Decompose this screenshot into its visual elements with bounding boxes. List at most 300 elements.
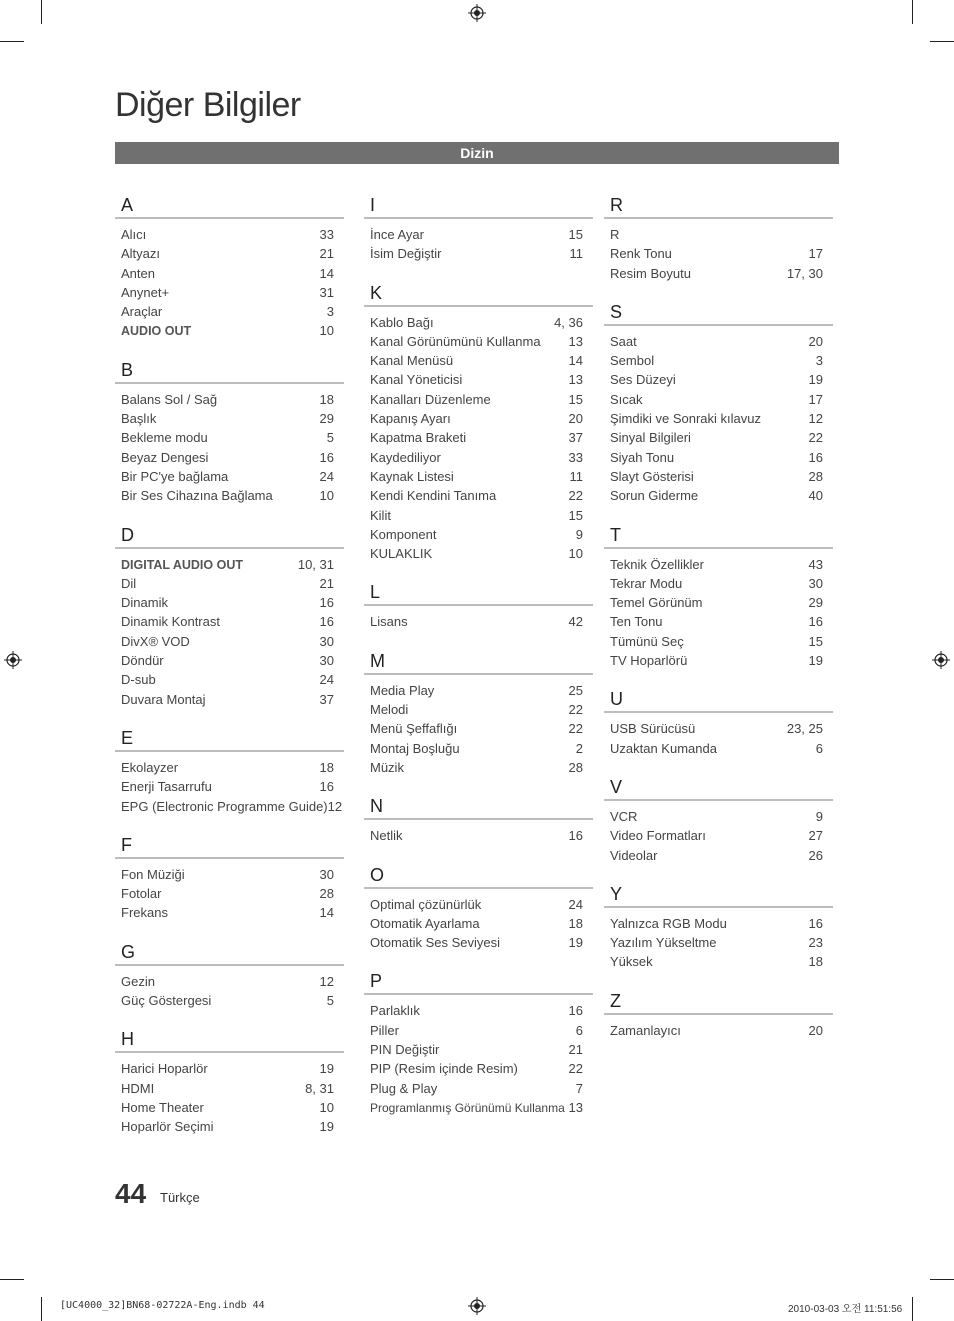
index-entry xyxy=(115,1079,344,1098)
index-entry-term: Yazılım Yükseltme xyxy=(610,935,717,951)
index-entry-page: 14 xyxy=(319,905,334,921)
index-entry-term: Fotolar xyxy=(121,886,162,902)
index-entry-page: 19 xyxy=(808,372,823,388)
index-entry xyxy=(115,884,344,903)
index-entry xyxy=(604,370,833,389)
index-entry-term: Saat xyxy=(610,333,637,349)
index-section xyxy=(364,796,593,845)
index-section xyxy=(604,689,833,758)
index-entry xyxy=(115,486,344,505)
index-entry xyxy=(115,244,344,263)
index-entry-page: 6 xyxy=(815,740,823,756)
index-entry xyxy=(364,612,593,631)
index-entry-page: 15 xyxy=(808,633,823,649)
crop-mark-bottom-right-v xyxy=(912,1297,913,1321)
index-entry-term: D-sub xyxy=(121,672,156,688)
index-entry xyxy=(604,612,833,631)
index-entry-page: 22 xyxy=(568,1061,583,1077)
index-entry xyxy=(604,574,833,593)
registration-mark-icon xyxy=(468,4,486,22)
index-entry xyxy=(115,574,344,593)
index-entry-page: 33 xyxy=(319,227,334,242)
index-section xyxy=(364,582,593,631)
index-entry-page: 23 xyxy=(808,935,823,951)
index-entry xyxy=(364,1079,593,1098)
index-entry xyxy=(604,448,833,467)
index-entry-page: 23, 25 xyxy=(786,721,823,737)
index-entry xyxy=(604,244,833,263)
index-entry xyxy=(364,448,593,467)
crop-mark-top-left-v xyxy=(41,0,42,24)
index-section xyxy=(604,991,833,1040)
index-entry xyxy=(604,351,833,370)
index-entry-term: Lisans xyxy=(370,614,408,630)
index-entry-term: KULAKLIK xyxy=(370,546,433,562)
index-entry xyxy=(115,390,344,409)
index-entry-page: 16 xyxy=(319,779,334,795)
crop-mark-bottom-right-h xyxy=(930,1279,954,1280)
index-entry xyxy=(115,670,344,689)
index-entry xyxy=(364,700,593,719)
index-entry xyxy=(115,1059,344,1078)
index-entry-page: 24 xyxy=(319,468,334,484)
index-entry-term: HDMI xyxy=(121,1080,155,1096)
index-entry xyxy=(115,777,344,796)
index-entry xyxy=(604,264,833,283)
index-entry-term: Bekleme modu xyxy=(121,430,208,446)
index-entry-term: Hoparlör Seçimi xyxy=(121,1119,214,1135)
index-entry-page: 29 xyxy=(319,411,334,427)
index-entry-page: 4, 36 xyxy=(554,314,583,330)
index-section xyxy=(364,283,593,564)
index-entry xyxy=(364,681,593,700)
index-entry xyxy=(604,390,833,409)
index-entry xyxy=(604,593,833,612)
index-entry-page: 9 xyxy=(815,808,823,824)
index-entry-term: Video Formatları xyxy=(610,828,706,844)
index-entry-term: Kanal Yöneticisi xyxy=(370,372,463,388)
index-entry-term: PIN Değiştir xyxy=(370,1042,440,1058)
index-section xyxy=(364,651,593,777)
index-entry-page: 15 xyxy=(568,391,583,407)
index-entry xyxy=(364,313,593,332)
index-entry-page: 12 xyxy=(808,411,823,427)
index-entry-term: Netlik xyxy=(370,828,403,844)
index-entry xyxy=(364,544,593,563)
index-entry-term: Melodi xyxy=(370,702,409,718)
index-letter-heading: P xyxy=(364,971,593,995)
index-entry xyxy=(604,225,833,244)
index-entry-term: Müzik xyxy=(370,759,404,775)
index-entry-page: 25 xyxy=(568,682,583,698)
index-entry-page: 22 xyxy=(568,702,583,718)
index-letter-heading: K xyxy=(364,283,593,307)
index-entry-page: 30 xyxy=(808,575,823,591)
index-entry xyxy=(364,1040,593,1059)
index-entry xyxy=(604,651,833,670)
index-entry-term: Optimal çözünürlük xyxy=(370,896,482,912)
index-entry xyxy=(115,264,344,283)
index-entry xyxy=(364,390,593,409)
index-entry-page: 43 xyxy=(808,556,823,572)
index-entry-term: Alıcı xyxy=(121,227,147,242)
index-entry-term: Tekrar Modu xyxy=(610,575,683,591)
index-entry-term: Enerji Tasarrufu xyxy=(121,779,212,795)
index-entry xyxy=(115,1117,344,1136)
index-entry xyxy=(364,506,593,525)
crop-mark-bottom-left-v xyxy=(41,1297,42,1321)
index-entry-page: 24 xyxy=(568,896,583,912)
registration-mark-icon xyxy=(932,651,950,669)
index-entry-page: 19 xyxy=(808,653,823,669)
index-entry-term: VCR xyxy=(610,808,638,824)
index-entry-page: 30 xyxy=(319,633,334,649)
index-entry-page: 28 xyxy=(319,886,334,902)
index-entry-term: PIP (Resim içinde Resim) xyxy=(370,1061,518,1077)
index-letter-heading: O xyxy=(364,865,593,889)
index-section xyxy=(115,195,344,341)
index-entry-term: Kablo Bağı xyxy=(370,314,434,330)
index-entry xyxy=(604,632,833,651)
index-entry-term: Kanal Menüsü xyxy=(370,353,454,369)
index-column-3 xyxy=(604,195,833,1059)
index-column-1 xyxy=(115,195,344,1156)
index-entry-term: Dinamik Kontrast xyxy=(121,614,220,630)
index-section xyxy=(115,360,344,506)
index-entry-page: 12 xyxy=(319,973,334,989)
index-entry xyxy=(115,225,344,244)
index-entry-term: Bir Ses Cihazına Bağlama xyxy=(121,488,273,504)
crop-mark-top-right-h xyxy=(930,41,954,42)
index-entry-term: Kapanış Ayarı xyxy=(370,411,451,427)
crop-mark-top-right-v xyxy=(912,0,913,24)
index-entry xyxy=(604,933,833,952)
index-entry-page: 18 xyxy=(319,759,334,775)
index-entry xyxy=(115,321,344,340)
index-entry-page: 17, 30 xyxy=(786,265,823,281)
index-entry-term: Resim Boyutu xyxy=(610,265,691,281)
index-entry-term: Anten xyxy=(121,265,155,281)
index-entry-page: 13 xyxy=(568,372,583,388)
index-entry-term: Gezin xyxy=(121,973,155,989)
index-entry-term: Renk Tonu xyxy=(610,246,672,262)
index-entry-page: 5 xyxy=(326,430,334,446)
index-entry-page: 5 xyxy=(326,993,334,1009)
index-entry xyxy=(604,555,833,574)
index-letter-heading: I xyxy=(364,195,593,219)
index-entry-page: 18 xyxy=(319,391,334,407)
crop-mark-top-left-h xyxy=(0,41,24,42)
index-entry-term: DivX® VOD xyxy=(121,633,190,649)
page-title: Diğer Bilgiler xyxy=(115,86,301,124)
index-entry-term: TV Hoparlörü xyxy=(610,653,688,669)
index-entry-term: Sıcak xyxy=(610,391,643,407)
index-entry xyxy=(115,467,344,486)
index-entry-term: Fon Müziği xyxy=(121,866,185,882)
index-entry-page: 22 xyxy=(808,430,823,446)
index-entry xyxy=(115,972,344,991)
index-entry-term: Slayt Gösterisi xyxy=(610,468,694,484)
index-entry xyxy=(604,467,833,486)
index-entry-term: Şimdiki ve Sonraki kılavuz xyxy=(610,411,761,427)
language-label: Türkçe xyxy=(160,1190,200,1205)
index-letter-heading: N xyxy=(364,796,593,820)
index-entry-page: 22 xyxy=(568,721,583,737)
index-entry-term: Home Theater xyxy=(121,1099,204,1115)
index-entry-term: Başlık xyxy=(121,411,157,427)
index-entry-page: 16 xyxy=(319,614,334,630)
index-entry-page: 29 xyxy=(808,595,823,611)
index-letter-heading: U xyxy=(604,689,833,713)
index-entry-page: 20 xyxy=(808,333,823,349)
index-entry xyxy=(364,933,593,952)
index-section xyxy=(604,777,833,865)
index-entry xyxy=(364,1059,593,1078)
index-entry-page: 2 xyxy=(575,740,583,756)
index-entry xyxy=(364,467,593,486)
index-entry xyxy=(364,525,593,544)
index-entry-term: Dil xyxy=(121,575,137,591)
index-entry-page: 22 xyxy=(568,488,583,504)
index-entry-term: Harici Hoparlör xyxy=(121,1061,208,1077)
index-entry-page: 11 xyxy=(569,468,583,484)
index-entry-term: Kaydediliyor xyxy=(370,449,441,465)
index-entry xyxy=(115,651,344,670)
index-entry xyxy=(364,225,593,244)
index-section xyxy=(115,1029,344,1136)
index-section xyxy=(115,728,344,816)
index-entry xyxy=(115,1098,344,1117)
index-entry-page: 26 xyxy=(808,847,823,863)
index-entry-term: Otomatik Ses Seviyesi xyxy=(370,935,501,951)
index-entry xyxy=(364,1098,593,1117)
index-entry-term: Kapatma Braketi xyxy=(370,430,467,446)
index-entry xyxy=(604,409,833,428)
index-entry-term: Otomatik Ayarlama xyxy=(370,915,480,931)
index-entry-term: Duvara Montaj xyxy=(121,691,206,707)
index-section xyxy=(604,884,833,972)
index-entry xyxy=(604,807,833,826)
index-entry xyxy=(115,903,344,922)
index-letter-heading: E xyxy=(115,728,344,752)
index-entry-page: 20 xyxy=(568,411,583,427)
index-letter-heading: Y xyxy=(604,884,833,908)
index-letter-heading: D xyxy=(115,525,344,549)
index-entry-page: 19 xyxy=(319,1061,334,1077)
index-entry-term: Zamanlayıcı xyxy=(610,1022,681,1038)
index-entry xyxy=(115,991,344,1010)
index-entry-term: Sembol xyxy=(610,353,655,369)
index-section xyxy=(115,942,344,1011)
index-entry-page: 16 xyxy=(568,828,583,844)
index-entry xyxy=(364,332,593,351)
index-entry xyxy=(604,719,833,738)
index-letter-heading: T xyxy=(604,525,833,549)
index-entry xyxy=(604,914,833,933)
section-banner: Dizin xyxy=(115,142,839,164)
index-entry-term: Videolar xyxy=(610,847,658,863)
index-entry-term: Montaj Boşluğu xyxy=(370,740,460,756)
index-entry xyxy=(364,719,593,738)
index-column-2 xyxy=(364,195,593,1136)
index-entry-term: Tümünü Seç xyxy=(610,633,684,649)
index-letter-heading: S xyxy=(604,302,833,326)
index-entry-term: Kanalları Düzenleme xyxy=(370,391,491,407)
index-entry-term: Kendi Kendini Tanıma xyxy=(370,488,497,504)
index-letter-heading: F xyxy=(115,835,344,859)
index-entry-page: 16 xyxy=(808,449,823,465)
index-entry xyxy=(604,332,833,351)
index-entry-term: Siyah Tonu xyxy=(610,449,675,465)
index-entry xyxy=(364,739,593,758)
index-entry-term: R xyxy=(610,227,620,242)
index-entry-page: 18 xyxy=(568,915,583,931)
index-entry xyxy=(115,409,344,428)
index-entry xyxy=(364,370,593,389)
index-section xyxy=(604,525,833,671)
index-entry-page: 28 xyxy=(808,468,823,484)
index-entry-page: 15 xyxy=(568,507,583,523)
index-entry-page: 8, 31 xyxy=(305,1080,334,1096)
index-entry-page: 42 xyxy=(568,614,583,630)
index-entry xyxy=(364,428,593,447)
index-entry xyxy=(115,448,344,467)
index-entry xyxy=(115,865,344,884)
index-entry-term: EPG (Electronic Programme Guide) xyxy=(121,798,328,814)
index-entry-term: Sinyal Bilgileri xyxy=(610,430,691,446)
index-entry-page: 12 xyxy=(327,798,343,814)
index-entry-term: Temel Görünüm xyxy=(610,595,703,611)
index-letter-heading: V xyxy=(604,777,833,801)
index-entry xyxy=(115,555,344,574)
index-entry-term: Kilit xyxy=(370,507,391,523)
index-entry xyxy=(364,244,593,263)
index-entry-page: 21 xyxy=(568,1042,583,1058)
index-entry xyxy=(604,846,833,865)
index-entry-term: Dinamik xyxy=(121,595,168,611)
index-entry xyxy=(115,797,344,816)
index-letter-heading: R xyxy=(604,195,833,219)
index-letter-heading: Z xyxy=(604,991,833,1015)
index-entry-term: İnce Ayar xyxy=(370,227,424,242)
index-entry-term: Plug & Play xyxy=(370,1080,438,1096)
index-section xyxy=(604,195,833,283)
index-letter-heading: G xyxy=(115,942,344,966)
index-entry xyxy=(604,1021,833,1040)
index-entry xyxy=(604,739,833,758)
index-entry-page: 31 xyxy=(319,284,334,300)
index-entry-term: DIGITAL AUDIO OUT xyxy=(121,557,243,572)
footer-file-info: [UC4000_32]BN68-02722A-Eng.indb 44 xyxy=(60,1300,265,1311)
index-entry-term: Beyaz Dengesi xyxy=(121,449,209,465)
index-section xyxy=(364,971,593,1117)
index-entry-term: Altyazı xyxy=(121,246,161,262)
index-entry-page: 13 xyxy=(568,1099,583,1115)
index-entry-page: 21 xyxy=(319,246,334,262)
index-entry-term: AUDIO OUT xyxy=(121,324,192,339)
index-entry xyxy=(364,486,593,505)
index-entry-page: 9 xyxy=(575,526,583,542)
index-entry-page: 16 xyxy=(808,614,823,630)
index-letter-heading: A xyxy=(115,195,344,219)
index-entry-page: 11 xyxy=(569,246,583,262)
index-entry-page: 10, 31 xyxy=(297,556,334,572)
index-entry-term: Sorun Giderme xyxy=(610,488,699,504)
index-entry-page: 20 xyxy=(808,1022,823,1038)
index-section xyxy=(115,835,344,923)
index-entry-page: 24 xyxy=(319,672,334,688)
index-section xyxy=(604,302,833,506)
index-entry xyxy=(604,428,833,447)
index-entry-term: Programlanmış Görünümü Kullanma xyxy=(370,1100,565,1115)
page-number: 44 xyxy=(115,1178,147,1209)
index-entry-page: 16 xyxy=(319,595,334,611)
index-entry xyxy=(115,690,344,709)
index-entry-term: Komponent xyxy=(370,526,437,542)
index-entry-term: Parlaklık xyxy=(370,1003,420,1019)
index-entry-term: Ten Tonu xyxy=(610,614,663,630)
index-entry-page: 10 xyxy=(319,323,334,339)
index-entry-page: 40 xyxy=(808,488,823,504)
index-entry-term: Anynet+ xyxy=(121,284,170,300)
index-entry-page: 27 xyxy=(808,828,823,844)
registration-mark-icon xyxy=(468,1297,486,1315)
index-entry xyxy=(364,914,593,933)
index-entry-term: Bir PC'ye bağlama xyxy=(121,468,229,484)
index-entry-page: 30 xyxy=(319,653,334,669)
index-entry-page: 16 xyxy=(568,1003,583,1019)
index-entry xyxy=(364,758,593,777)
index-entry-page: 17 xyxy=(808,391,823,407)
index-entry-page: 19 xyxy=(568,935,583,951)
index-entry-term: Ses Düzeyi xyxy=(610,372,676,388)
index-entry-page: 10 xyxy=(568,546,583,562)
index-entry xyxy=(115,302,344,321)
index-entry xyxy=(115,758,344,777)
index-entry xyxy=(115,612,344,631)
index-entry xyxy=(364,1021,593,1040)
index-entry xyxy=(364,895,593,914)
index-entry xyxy=(364,1001,593,1020)
index-entry xyxy=(115,283,344,302)
footer-timestamp: 2010-03-03 오전 11:51:56 xyxy=(788,1304,903,1315)
index-entry-term: Uzaktan Kumanda xyxy=(610,740,717,756)
index-entry-page: 19 xyxy=(319,1119,334,1135)
index-entry-page: 13 xyxy=(568,333,583,349)
index-section xyxy=(115,525,344,709)
index-entry-term: Yalnızca RGB Modu xyxy=(610,915,727,931)
index-entry-term: Menü Şeffaflığı xyxy=(370,721,458,737)
index-entry-term: Piller xyxy=(370,1022,399,1038)
index-entry xyxy=(364,826,593,845)
index-entry-term: Kanal Görünümünü Kullanma xyxy=(370,333,541,349)
index-entry-term: Frekans xyxy=(121,905,168,921)
index-entry-term: Güç Göstergesi xyxy=(121,993,212,1009)
index-entry-page: 14 xyxy=(568,353,583,369)
index-entry-page: 15 xyxy=(568,227,583,242)
index-entry xyxy=(604,826,833,845)
index-letter-heading: M xyxy=(364,651,593,675)
index-entry-page: 3 xyxy=(815,353,823,369)
index-letter-heading: L xyxy=(364,582,593,606)
index-section xyxy=(364,865,593,953)
index-entry-page: 3 xyxy=(326,304,334,320)
index-entry-page: 37 xyxy=(568,430,583,446)
index-entry-term: Yüksek xyxy=(610,954,653,970)
index-entry-page: 30 xyxy=(319,866,334,882)
index-entry-page: 33 xyxy=(568,449,583,465)
index-entry-page: 16 xyxy=(808,915,823,931)
